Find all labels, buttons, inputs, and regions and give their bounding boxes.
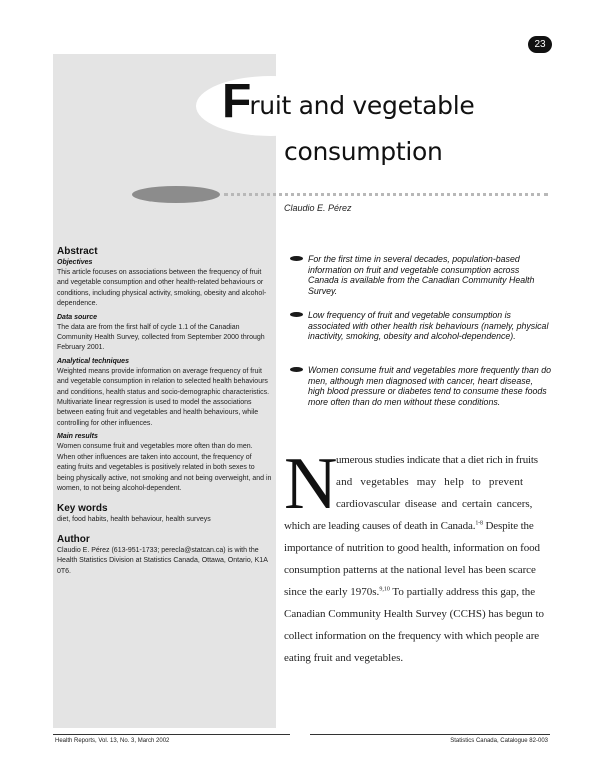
body-line: eating fruit and vegetables. [284, 652, 404, 664]
body-line: cardiovascular disease and certain cancers, [336, 498, 533, 510]
footer-rule [310, 734, 550, 735]
body-line: importance of nutrition to good health, information on food [284, 542, 540, 554]
objectives-text: This article focuses on associations between the frequency of fruit and vegetable consumption and other health-related behaviours or conditions, including physical activity, smoking, obesity and alcohol-dependence. [57, 269, 267, 308]
author-byline: Claudio E. Pérez [284, 203, 352, 213]
analytical-heading: Analytical techniques [57, 357, 129, 365]
page-title-line2: consumption [284, 137, 443, 166]
footer-left: Health Reports, Vol. 13, No. 3, March 2002 [55, 738, 170, 744]
dotted-rule [224, 193, 548, 196]
body-line-text: To partially address this gap, the [389, 586, 536, 598]
bullet-icon [290, 367, 303, 372]
body-line: consumption patterns at the national level has been scarce [284, 564, 536, 576]
body-line-text: which are leading causes of death in Canada. [284, 520, 476, 532]
page-title-line1 [222, 75, 475, 128]
body-line: umerous studies indicate that a diet rich in fruits [336, 454, 538, 466]
page-number-badge: 23 [528, 36, 552, 53]
bullet-icon [290, 312, 303, 317]
body-dropcap: N [284, 443, 338, 525]
highlight-item [290, 310, 552, 342]
analytical-text: Weighted means provide information on average frequency of fruit and vegetable consumption in relation to selected health behaviours and conditions, health status and socio-demographic characteristics. Multivariate linear regression is used to model the associations between eating fruit and vegetables and health behaviours, while controlling for other influences. [57, 367, 270, 427]
keywords-text: diet, food habits, health behaviour, health surveys [57, 516, 211, 524]
data-source-heading: Data source [57, 313, 98, 321]
body-line: collect information on the frequency with which people are [284, 630, 540, 642]
highlight-text: For the first time in several decades, population-based information on fruit and vegetable consumption across Canada is available from the Canadian Community Health Survey. [308, 254, 535, 296]
footer-right: Statistics Canada, Catalogue 82-003 [450, 738, 548, 744]
author-text: Claudio E. Pérez (613-951-1733; perecla@statcan.ca) is with the Health Statistics Division at Statistics Canada, Ottawa, Ontario, K1A 0T6. [57, 546, 268, 575]
main-results-heading: Main results [57, 433, 98, 441]
data-source-text: The data are from the first half of cycle 1.1 of the Canadian Community Health Survey, collected from September 2000 through February 2001. [57, 323, 265, 352]
objectives-heading: Objectives [57, 259, 93, 266]
reference-sup: 9,10 [379, 586, 390, 593]
body-line-text: Despite the [482, 520, 534, 532]
divider-ellipse [132, 186, 220, 203]
highlight-item [290, 254, 552, 296]
sidebar-content [57, 246, 272, 577]
title-line1-text: ruit and vegetable [249, 91, 475, 120]
highlight-text: Low frequency of fruit and vegetable consumption is associated with other health risk behaviours (namely, physical inactivity, smoking, obesity and alcohol-dependence). [308, 310, 549, 342]
title-dropcap: F [222, 75, 250, 128]
footer-rule [53, 734, 290, 735]
body-line-text: since the early 1970s. [284, 586, 380, 598]
body-line: Canadian Community Health Survey (CCHS) has begun to [284, 608, 544, 620]
main-results-text: Women consume fruit and vegetables more often than do men. When other influences are taken into account, the frequency of eating fruits and vegetables is positively related in both sexes to being physically active, not smoking and not being overweight, and in women, to not being alcohol-dependent. [57, 443, 272, 492]
reference-sup: 1-8 [475, 520, 483, 527]
author-heading: Author [57, 533, 90, 545]
bullet-icon [290, 256, 303, 261]
abstract-heading: Abstract [57, 246, 98, 257]
body-line [284, 586, 535, 598]
highlight-text: Women consume fruit and vegetables more frequently than do men, although men diagnosed with cancer, heart disease, high blood pressure or diabetes tend to consume these foods more often than do men without these conditions. [308, 365, 552, 407]
keywords-heading: Key words [57, 503, 108, 515]
body-line [284, 520, 534, 532]
highlight-item [290, 365, 552, 407]
body-line: and vegetables may help to prevent [336, 476, 524, 488]
